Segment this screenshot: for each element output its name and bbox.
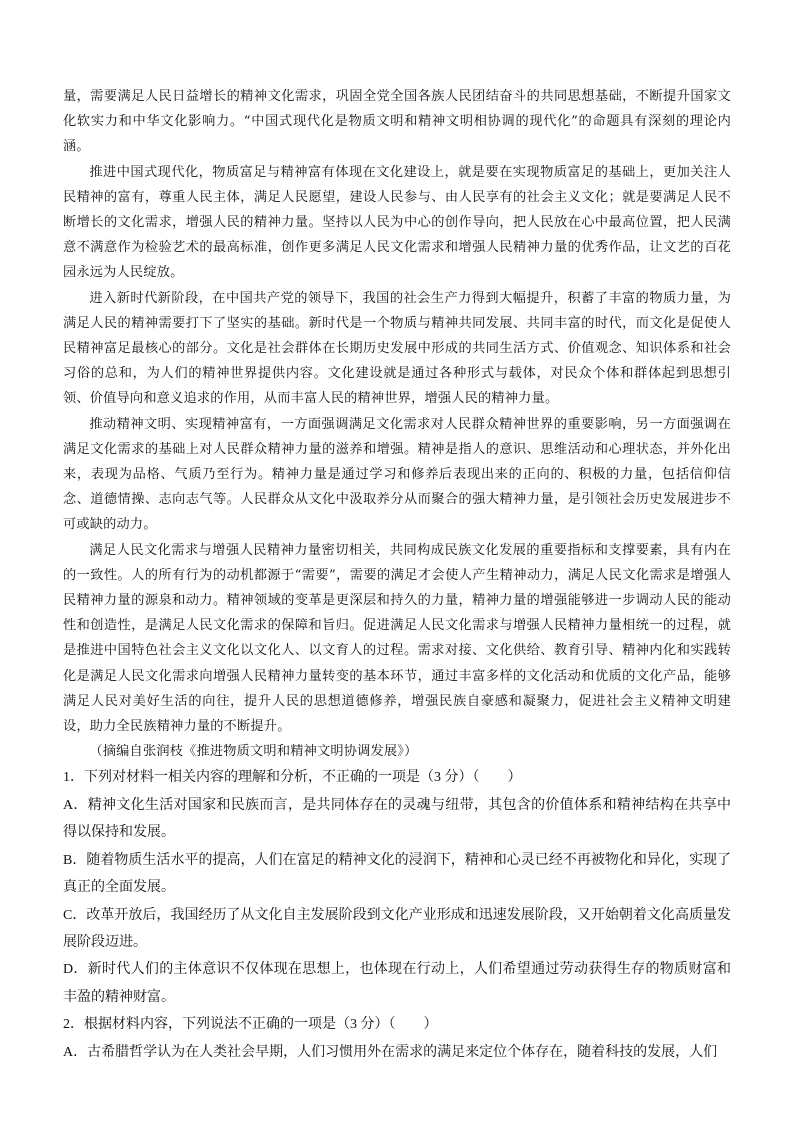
exam-page: [63, 84, 731, 1066]
question-option-a: A．精神文化生活对国家和民族而言，是共同体存在的灵魂与纽带，其包含的价值体系和精神结构在共享中得以保持和发展。: [63, 797, 731, 841]
question-option-a: A．古希腊哲学认为在人类社会早期，人们习惯用外在需求的满足来定位个体存在，随着科技的发展，人们: [63, 1044, 718, 1060]
passage-paragraph: 量，需要满足人民日益增长的精神文化需求，巩固全党全国各族人民团结奋斗的共同思想基础，不断提升国家文化软实力和中华文化影响力。“中国式现代化是物质文明和精神文明相协调的现代化”的命题具有深刻的理论内涵。: [63, 89, 731, 155]
question-option-d: D．新时代人们的主体意识不仅体现在思想上，也体现在行动上，人们希望通过劳动获得生存的物质财富和丰盈的精神财富。: [63, 962, 731, 1005]
passage-paragraph: 满足人民文化需求与增强人民精神力量密切相关，共同构成民族文化发展的重要指标和支撑要素，具有内在的一致性。人的所有行为的动机都源于“需要”，需要的满足才会使人产生精神动力，满足人民文化需求是增强人民精神力量的源泉和动力。精神领域的变革是更深层和持久的力量，精神力量的增强能够进一步调动人民的能动性和创造性，是满足人民文化需求的保障和旨归。促进满足人民文化需求与增强人民精神力量相统一的过程，就是推进中国特色社会主义文化以文化人、以文育人的过程。需求对接、文化供给、教育引导、精神内化和实践转化是满足人民文化需求向增强人民精神力量转变的基本环节，通过丰富多样的文化活动和优质的文化产品，能够满足人民对美好生活的向往，提升人民的思想道德修养，增强民族自豪感和凝聚力，促进社会主义精神文明建设，助力全民族精神力量的不断提升。: [63, 542, 731, 735]
passage-source: （摘编自张润枝《推进物质文明和精神文明协调发展》）: [89, 744, 418, 760]
question-stem: 1．下列对材料一相关内容的理解和分析，不正确的一项是（3 分）（ ）: [63, 770, 522, 786]
questions-section: [63, 764, 731, 1065]
question-stem: 2．根据材料内容，下列说法不正确的一项是（3 分）（ ）: [63, 1017, 438, 1033]
question-2: [63, 1011, 731, 1066]
passage-paragraph: 推动精神文明、实现精神富有，一方面强调满足文化需求对人民群众精神世界的重要影响，另一方面强调在满足文化需求的基础上对人民群众精神力量的滋养和增强。精神是指人的意识、思维活动和心理状态，并外化出来，表现为品格、气质乃至行为。精神力量是通过学习和修养后表现出来的正向的、积极的力量，包括信仰信念、道德情操、志向志气等。人民群众从文化中汲取养分从而聚合的强大精神力量，是引领社会历史发展进步不可或缺的动力。: [63, 416, 731, 533]
question-option-b: B．随着物质生活水平的提高，人们在富足的精神文化的浸润下，精神和心灵已经不再被物化和异化，实现了真正的全面发展。: [63, 852, 731, 896]
passage-paragraph: 进入新时代新阶段，在中国共产党的领导下，我国的社会生产力得到大幅提升，积蓄了丰富的物质力量，为满足人民的精神需要打下了坚实的基础。新时代是一个物质与精神共同发展、共同丰富的时代，而文化是促使人民精神富足最核心的部分。文化是社会群体在长期历史发展中形成的共同生活方式、价值观念、知识体系和社会习俗的总和，为人们的精神世界提供内容。文化建设就是通过各种形式与载体，对民众个体和群体起到思想引领、价值导向和意义追求的作用，从而丰富人民的精神世界，增强人民的精神力量。: [63, 290, 731, 407]
question-1: [63, 764, 731, 1011]
reading-passage: [63, 84, 731, 764]
question-option-c: C．改革开放后，我国经历了从文化自主发展阶段到文化产业形成和迅速发展阶段，又开始朝着文化高质量发展阶段迈进。: [63, 907, 731, 950]
passage-paragraph: 推进中国式现代化，物质富足与精神富有体现在文化建设上，就是要在实现物质富足的基础上，更加关注人民精神的富有，尊重人民主体，满足人民愿望，建设人民参与、由人民享有的社会主义文化；就是要满足人民不断增长的文化需求，增强人民的精神力量。坚持以人民为中心的创作导向，把人民放在心中最高位置，把人民满意不满意作为检验艺术的最高标准，创作更多满足人民文化需求和增强人民精神力量的优秀作品，让文艺的百花园永远为人民绽放。: [63, 164, 731, 281]
